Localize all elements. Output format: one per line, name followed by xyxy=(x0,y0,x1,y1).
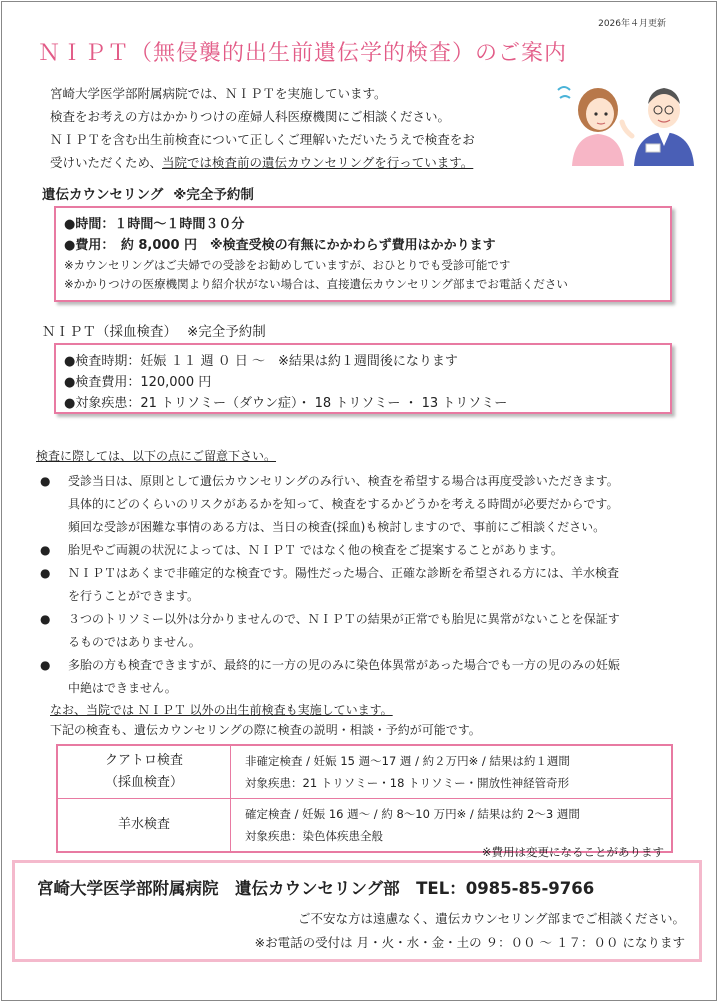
test-name: クアトロ検査 xyxy=(104,753,183,768)
counseling-time: ●時間：１時間〜１時間３０分 xyxy=(64,217,245,232)
counseling-fee: ●費用： 約 8,000 円 ※検査受検の有無にかかわらず費用はかかります xyxy=(64,238,496,253)
bullet-icon: ● xyxy=(40,566,51,580)
nipt-box xyxy=(54,343,672,414)
nipt-heading-text: ＮＩＰＴ（採血検査） xyxy=(42,324,177,340)
list-item xyxy=(36,654,686,700)
test-detail: 非確定検査 / 妊娠 15 週〜17 週 / 約２万円※ / 結果は約１週間 xyxy=(245,754,570,768)
nipt-cost: ●検査費用：120,000 円 xyxy=(64,375,212,390)
phone-hours: ※お電話の受付は 月・火・水・金・土の ９：００ 〜 １７：００ になります xyxy=(254,935,685,950)
bullet-icon: ● xyxy=(40,612,51,626)
contact-box xyxy=(12,860,702,962)
note-line: るものではありません。 xyxy=(68,635,201,649)
note-line: 中絶はできません。 xyxy=(68,681,177,695)
test-detail: 確定検査 / 妊娠 16 週〜 / 約 8〜10 万円※ / 結果は約 2〜3 週間 xyxy=(245,807,580,821)
notes-list xyxy=(36,470,686,700)
intro-line: 宮崎大学医学部附属病院では、ＮＩＰＴを実施しています。 xyxy=(50,86,387,101)
notes-heading: 検査に際しては、以下の点にご留意下さい。 xyxy=(36,449,277,463)
note-line: 受診当日は、原則として遺伝カウンセリングのみ行い、検査を希望する場合は再度受診いただきます。 xyxy=(68,474,619,488)
note-line: 多胎の方も検査できますが、最終的に一方の児のみに染色体異常があった場合でも一方の児のみの妊娠 xyxy=(68,658,620,672)
table-row xyxy=(57,745,672,799)
page-title: ＮＩＰＴ（無侵襲的出生前遺伝学的検査）のご案内 xyxy=(38,41,568,66)
nipt-heading xyxy=(42,320,266,340)
fee-note: ※費用は変更になることがあります xyxy=(481,845,664,859)
intro-line: 検査をお考えの方はかかりつけの産婦人科医療機関にご相談ください。 xyxy=(50,109,451,124)
counseling-box xyxy=(54,206,672,302)
nipt-diseases: ●対象疾患：21 トリソミー（ダウン症）・ 18 トリソミー ・ 13 トリソミー xyxy=(64,396,508,411)
note-line: 具体的にどのくらいのリスクがあるかを知って、検査をするかどうかを考える時間が必要だからです。 xyxy=(68,497,619,511)
contact-message: ご不安な方は遠慮なく、遺伝カウンセリング部までご相談ください。 xyxy=(297,911,685,926)
note-line: 胎児やご両親の状況によっては、ＮＩＰＴ ではなく他の検査をご提案することがあります。 xyxy=(68,543,563,557)
other-tests-note: 下記の検査も、遺伝カウンセリングの際に検査の説明・相談・予約が可能です。 xyxy=(50,723,481,737)
counseling-heading xyxy=(42,183,254,203)
note-line: ＮＩＰＴはあくまで非確定的な検査です。陽性だった場合、正確な診断を希望される方には、羊水検査 xyxy=(68,566,620,580)
counseling-note: ※カウンセリングはご夫婦での受診をお勧めしていますが、おひとりでも受診可能です xyxy=(64,258,511,272)
notes-section xyxy=(36,446,686,740)
document-page xyxy=(1,1,717,1001)
intro-line xyxy=(50,151,550,174)
nipt-period: ●検査時期：妊娠 １１ 週 ０ 日 〜 ※結果は約１週間後になります xyxy=(64,354,458,369)
bullet-icon: ● xyxy=(40,543,51,557)
note-line: ３つのトリソミー以外は分かりませんので、ＮＩＰＴの結果が正常でも胎児に異常がないことを保証す xyxy=(68,612,620,626)
note-line: 頻回な受診が困難な事情のある方は、当日の検査(採血)も検討しますので、事前にご相談ください。 xyxy=(68,520,606,534)
note-line: を行うことができます。 xyxy=(68,589,200,603)
intro-text-plain: 受けいただくため、 xyxy=(50,155,163,170)
test-detail: 対象疾患：21 トリソミー・18 トリソミー・開放性神経管奇形 xyxy=(245,776,570,790)
bullet-icon: ● xyxy=(40,658,51,672)
list-item xyxy=(36,562,686,608)
hospital-contact: 宮崎大学医学部附属病院 遺伝カウンセリング部 TEL：0985-85-9766 xyxy=(37,879,595,898)
counseling-note: ※かかりつけの医療機関より紹介状がない場合は、直接遺伝カウンセリング部までお電話ください xyxy=(64,277,568,291)
test-detail: 対象疾患：染色体疾患全般 xyxy=(245,829,383,843)
intro-text xyxy=(50,82,550,174)
reservation-note: ※完全予約制 xyxy=(187,324,266,340)
consultation-illustration xyxy=(550,76,700,166)
intro-text-underlined: 当院では検査前の遺伝カウンセリングを行っています。 xyxy=(162,155,474,170)
test-name: 羊水検査 xyxy=(117,817,170,832)
test-detail-cell xyxy=(231,745,673,799)
counseling-heading-text: 遺伝カウンセリング xyxy=(42,187,164,203)
test-name: （採血検査） xyxy=(104,775,183,790)
other-tests-note: なお、当院では ＮＩＰＴ 以外の出生前検査も実施しています。 xyxy=(50,703,393,717)
other-tests-table xyxy=(56,744,673,853)
list-item xyxy=(36,470,686,539)
intro-line: ＮＩＰＴを含む出生前検査について正しくご理解いただいたうえで検査をお xyxy=(50,132,475,147)
update-date: 2026年４月更新 xyxy=(598,19,666,29)
list-item xyxy=(36,539,686,562)
test-name-cell xyxy=(57,799,231,853)
reservation-note: ※完全予約制 xyxy=(173,187,254,203)
test-name-cell xyxy=(57,745,231,799)
bullet-icon: ● xyxy=(40,474,51,488)
list-item xyxy=(36,608,686,654)
